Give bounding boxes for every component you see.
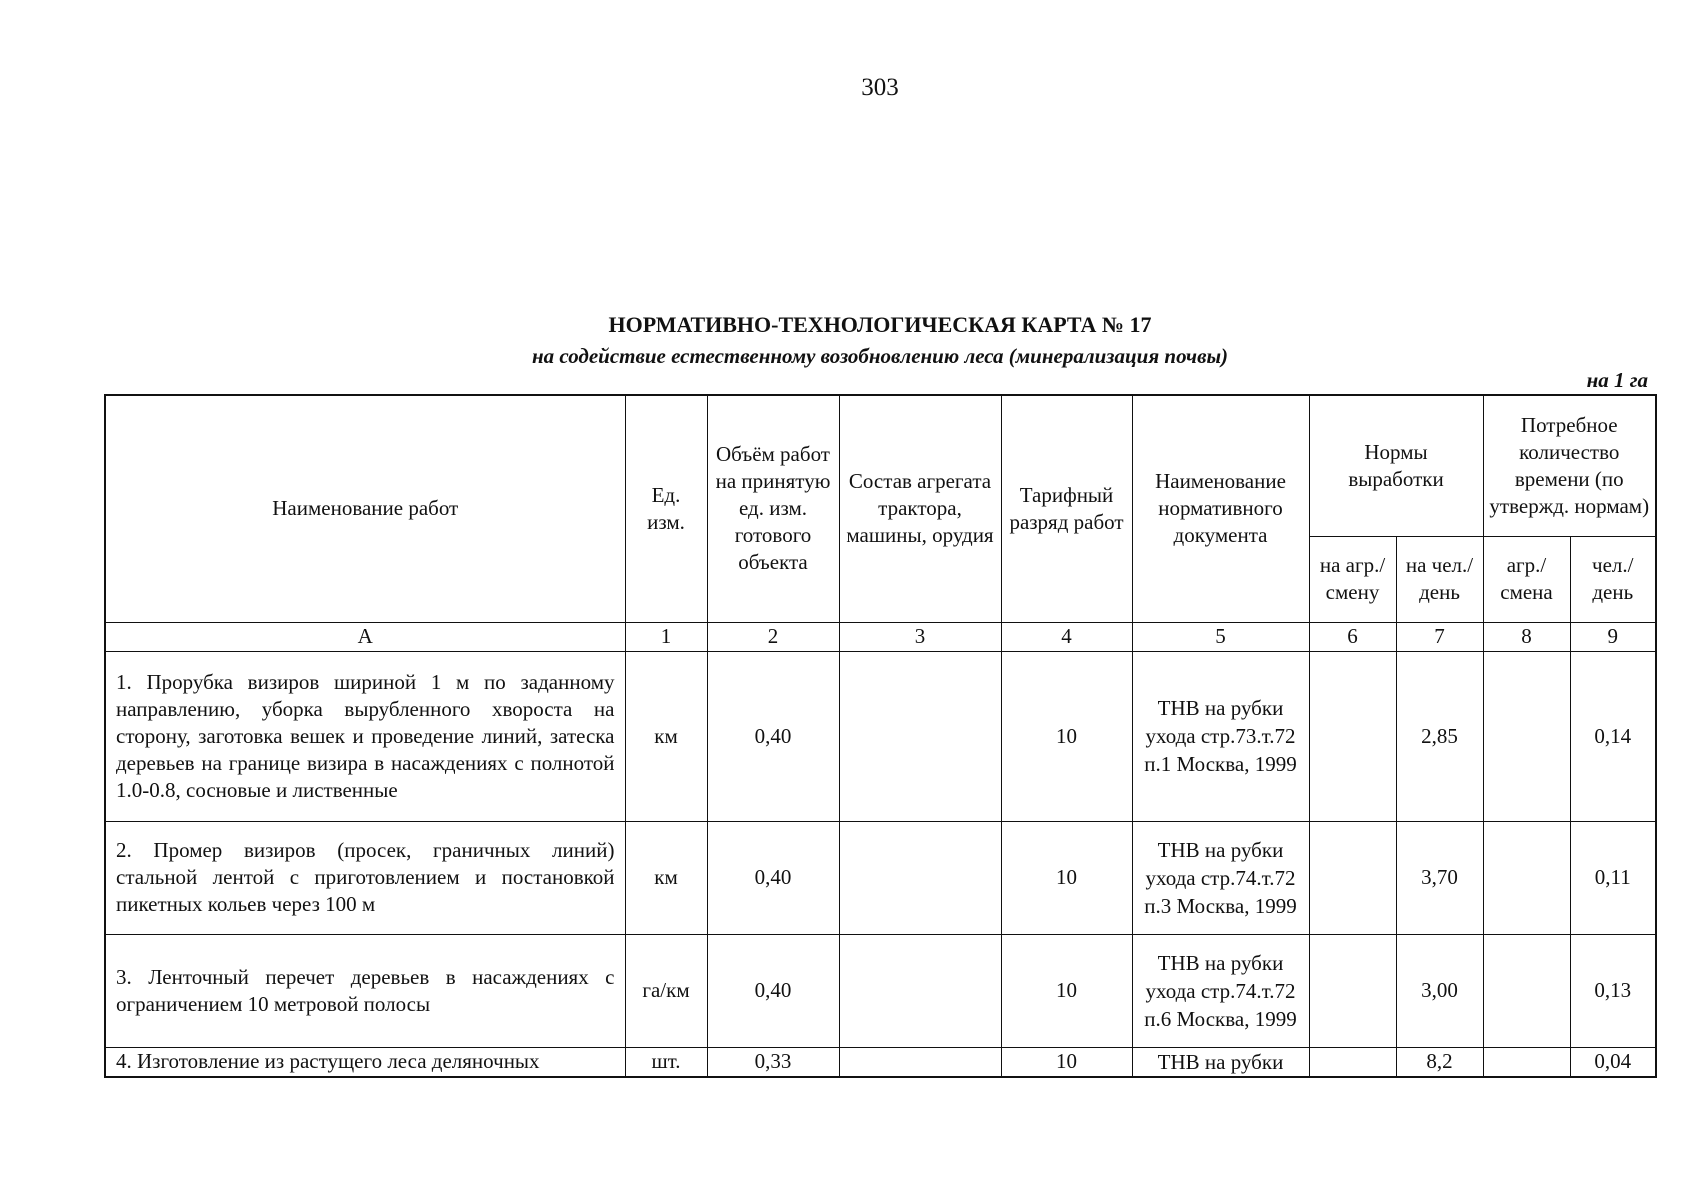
header-unit: Ед. изм.: [625, 395, 707, 622]
document-cell: ТНВ на рубки ухода стр.74.т.72 п.3 Москва, 1999: [1132, 821, 1309, 934]
tariff-cell: 10: [1001, 934, 1132, 1047]
document-cell: ТНВ на рубки ухода стр.74.т.72 п.6 Москва, 1999: [1132, 934, 1309, 1047]
norm-man-cell: 3,00: [1396, 934, 1483, 1047]
table-row: [105, 1047, 1656, 1077]
header-document: Наименование нормативного документа: [1132, 395, 1309, 622]
table-row: [105, 934, 1656, 1047]
document-cell: ТНВ на рубки: [1132, 1047, 1309, 1077]
header-time-agr: агр./ смена: [1483, 536, 1570, 622]
aggregate-cell: [839, 821, 1001, 934]
aggregate-cell: [839, 934, 1001, 1047]
column-number-row: [105, 622, 1656, 651]
work-name-cell: 2. Промер визиров (просек, граничных линий) стальной лентой с приготовлением и постановкой пикетных кольев через 100 м: [105, 821, 625, 934]
header-volume: Объём работ на принятую ед. изм. готового объекта: [707, 395, 839, 622]
volume-cell: 0,40: [707, 934, 839, 1047]
column-number: 3: [839, 622, 1001, 651]
unit-cell: шт.: [625, 1047, 707, 1077]
work-name-cell: 1. Прорубка визиров шириной 1 м по заданному направлению, уборка вырубленного хвороста на сторону, заготовка вешек и проведение линий, затеска деревьев на границе визира в насаждениях с полнотой 1.0-0.8, сосновые и лиственные: [105, 651, 625, 821]
work-name-cell: 3. Ленточный перечет деревьев в насаждениях с ограничением 10 метровой полосы: [105, 934, 625, 1047]
tariff-cell: 10: [1001, 821, 1132, 934]
work-name-cell: 4. Изготовление из растущего леса деляночных: [105, 1047, 625, 1077]
header-time: Потребное количество времени (по утвержд. нормам): [1483, 395, 1656, 536]
time-man-cell: 0,13: [1570, 934, 1656, 1047]
tariff-cell: 10: [1001, 651, 1132, 821]
column-number: 9: [1570, 622, 1656, 651]
norm-man-cell: 3,70: [1396, 821, 1483, 934]
column-number: 7: [1396, 622, 1483, 651]
time-man-cell: 0,14: [1570, 651, 1656, 821]
column-number: А: [105, 622, 625, 651]
column-number: 8: [1483, 622, 1570, 651]
norm-agr-cell: [1309, 821, 1396, 934]
document-subtitle: на содействие естественному возобновлению леса (минерализация почвы): [531, 344, 1229, 368]
time-agr-cell: [1483, 821, 1570, 934]
header-tariff: Тарифный разряд работ: [1001, 395, 1132, 622]
header-work-name: Наименование работ: [105, 395, 625, 622]
time-man-cell: 0,04: [1570, 1047, 1656, 1077]
table-row: [105, 651, 1656, 821]
document-cell: ТНВ на рубки ухода стр.73.т.72 п.1 Москва, 1999: [1132, 651, 1309, 821]
volume-cell: 0,33: [707, 1047, 839, 1077]
page-number: 303: [861, 74, 899, 101]
table-row: [105, 821, 1656, 934]
norm-man-cell: 2,85: [1396, 651, 1483, 821]
column-number: 6: [1309, 622, 1396, 651]
header-norm-man: на чел./ день: [1396, 536, 1483, 622]
column-number: 4: [1001, 622, 1132, 651]
volume-cell: 0,40: [707, 821, 839, 934]
unit-note: на 1 га: [1586, 368, 1648, 392]
aggregate-cell: [839, 1047, 1001, 1077]
time-agr-cell: [1483, 934, 1570, 1047]
aggregate-cell: [839, 651, 1001, 821]
header-norm-agr: на агр./ смену: [1309, 536, 1396, 622]
unit-cell: км: [625, 821, 707, 934]
volume-cell: 0,40: [707, 651, 839, 821]
time-man-cell: 0,11: [1570, 821, 1656, 934]
document-title: НОРМАТИВНО-ТЕХНОЛОГИЧЕСКАЯ КАРТА № 17: [608, 312, 1152, 337]
column-number: 5: [1132, 622, 1309, 651]
unit-cell: га/км: [625, 934, 707, 1047]
header-norms: Нормы выработки: [1309, 395, 1483, 536]
header-time-man: чел./ день: [1570, 536, 1656, 622]
norms-table: [104, 394, 1657, 1078]
column-number: 2: [707, 622, 839, 651]
norm-agr-cell: [1309, 651, 1396, 821]
header-aggregate: Состав агрегата трактора, машины, орудия: [839, 395, 1001, 622]
norm-man-cell: 8,2: [1396, 1047, 1483, 1077]
time-agr-cell: [1483, 651, 1570, 821]
column-number: 1: [625, 622, 707, 651]
unit-cell: км: [625, 651, 707, 821]
time-agr-cell: [1483, 1047, 1570, 1077]
norm-agr-cell: [1309, 1047, 1396, 1077]
tariff-cell: 10: [1001, 1047, 1132, 1077]
norm-agr-cell: [1309, 934, 1396, 1047]
